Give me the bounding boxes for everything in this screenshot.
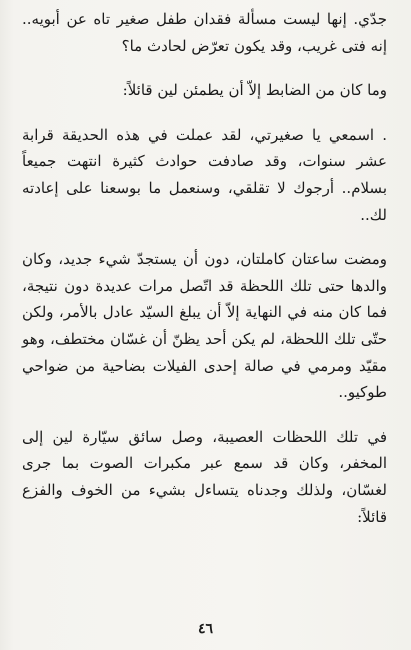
paragraph-gap [22,59,387,77]
paragraph-4: ومضت ساعتان كاملتان، دون أن يستجدّ شيء جديد، وكان والدها حتى تلك اللحظة قد اتّصل مرات عديدة دون نتيجة، فما كان منه في النهاية إلاّ أن يبلغ السيّد عادل بالأمر، ولكن حتّى تلك اللحظة، لم يكن أحد يظنّ أن غسّان مختطف، وهو مقيّد ومرمي في صالة إحدى الفيلات بضاحية من ضواحي طوكيو.. [22,250,387,402]
paragraph-1: جدّي. إنها ليست مسألة فقدان طفل صغير تاه عن أبويه.. إنه فتى غريب، وقد يكون تعرّض لحادث ما؟ [22,10,387,55]
page-number: ٤٦ [197,621,214,637]
paragraph-5: في تلك اللحظات العصيبة، وصل سائق سيّارة لين إلى المخفر، وكان قد سمع عبر مكبرات الصوت بما جرى لغسّان، ولذلك وجدناه يتساءل بشيء من الخوف والفزع قائلاً: [22,427,387,526]
paragraph-gap [22,104,387,122]
paragraph-gap [22,228,387,246]
page-body-text [22,6,387,530]
paragraph-3: . اسمعي يا صغيرتي، لقد عملت في هذه الحديقة قرابة عشر سنوات، وقد صادفت حوادث كثيرة انتهت جميعاً بسلام.. أرجوك لا تقلقي، وسنعمل ما بوسعنا على إعادته لك.. [22,125,387,224]
paragraph-2: وما كان من الضابط إلاّ أن يطمئن لين قائلاً: [122,81,387,100]
paragraph-gap [22,406,387,424]
